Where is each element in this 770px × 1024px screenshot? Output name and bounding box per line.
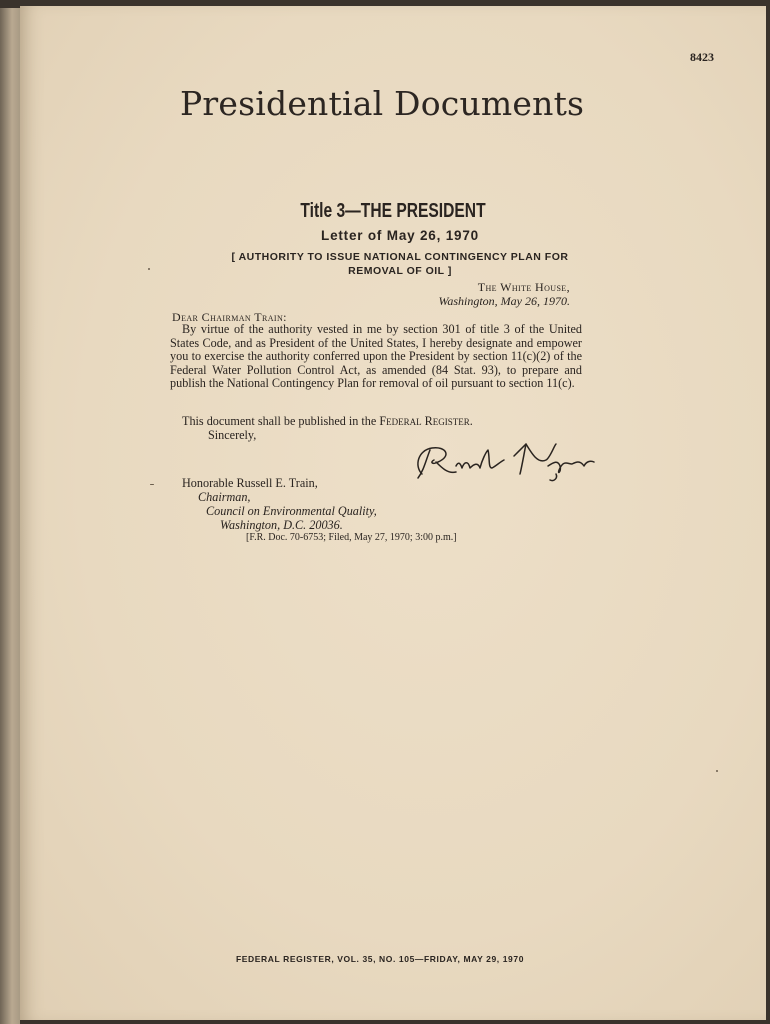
signature-image (408, 438, 608, 484)
paper-speck (150, 484, 154, 485)
publish-suffix: . (469, 414, 473, 428)
letter-body: By virtue of the authority vested in me by section 301 of title 3 of the United States Code, and as President of the United States, I hereby designate and empower you to exercise the authority conferred upon the President by section 11(c)(2) of the Federal Water Pollution Control Act, as amended (84 Stat. 93), to prepare and publish the National Contingency Plan for removal of oil pursuant to section 11(c). (170, 322, 582, 390)
addressee-title: Chairman, (198, 490, 251, 504)
publish-prefix: This document shall be published in the (182, 414, 380, 428)
facing-page-edge (0, 8, 20, 1024)
closing: Sincerely, (208, 428, 257, 442)
addressee-name: Honorable Russell E. Train, (182, 476, 318, 490)
origin-place: The White House, (477, 280, 570, 294)
publish-register: Federal Register (379, 414, 470, 428)
filing-note: [F.R. Doc. 70-6753; Filed, May 27, 1970; 3:00 p.m.] (246, 532, 457, 543)
publication-statement (182, 414, 473, 429)
addressee-city: Washington, D.C. 20036. (220, 518, 343, 532)
paper-speck (148, 268, 150, 270)
section-title: Presidential Documents (180, 84, 585, 123)
origin-date: Washington, May 26, 1970. (438, 294, 570, 308)
subject-line-2: REMOVAL OF OIL ] (348, 265, 452, 277)
addressee-block (182, 476, 377, 532)
salutation: Dear Chairman Train: (172, 310, 287, 324)
letter-origin (438, 280, 570, 308)
title-heading: Title 3—THE PRESIDENT (300, 200, 486, 222)
document-page (20, 6, 766, 1020)
page-footer: FEDERAL REGISTER, VOL. 35, NO. 105—FRIDAY, MAY 29, 1970 (235, 954, 525, 964)
paper-speck (716, 770, 718, 772)
subject-line-1: [ AUTHORITY TO ISSUE NATIONAL CONTINGENCY PLAN FOR (231, 251, 569, 263)
addressee-organization: Council on Environmental Quality, (206, 504, 377, 518)
page-number: 8423 (690, 50, 714, 64)
letter-date: Letter of May 26, 1970 (321, 228, 479, 243)
subject-heading (140, 250, 660, 278)
